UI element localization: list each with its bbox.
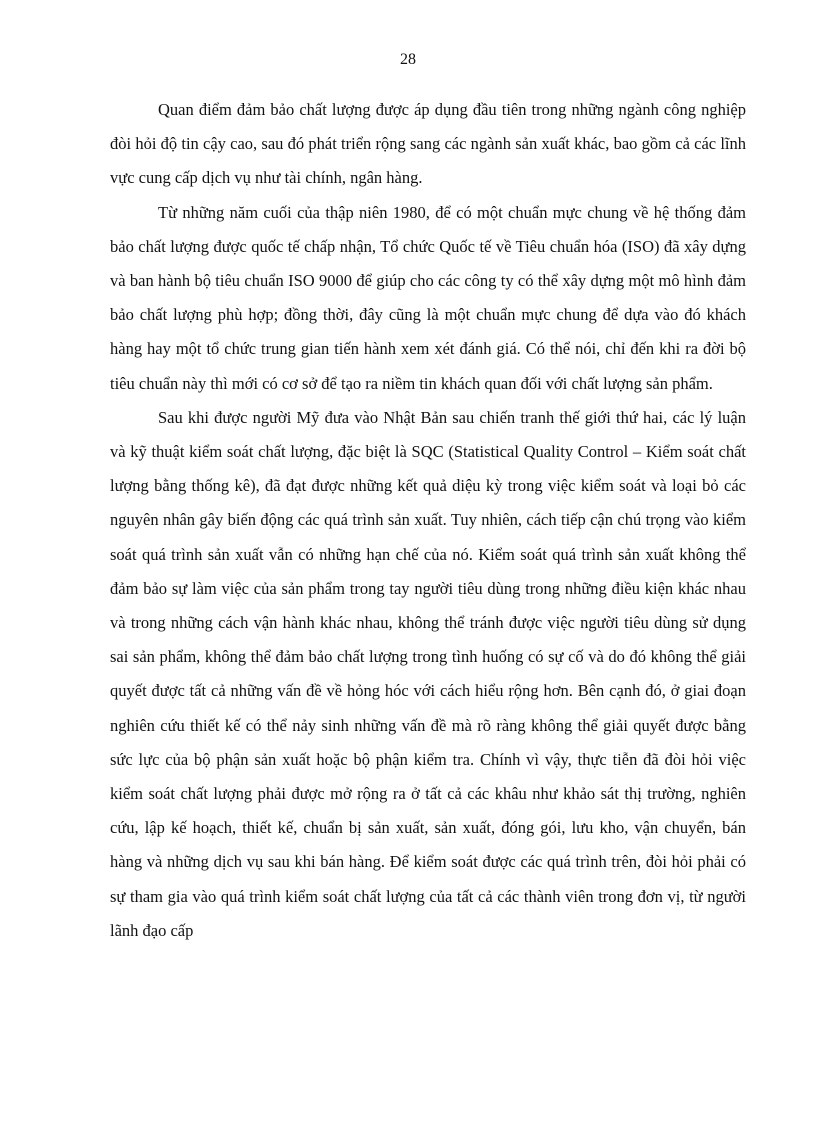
paragraph-sqc-japan: Sau khi được người Mỹ đưa vào Nhật Bản sau chiến tranh thế giới thứ hai, các lý luận và kỹ thuật kiểm soát chất lượng, đặc biệt là SQC (Statistical Quality Control – Kiểm soát chất lượng bằng thống kê), đã đạt được những kết quả diệu kỳ trong việc kiểm soát và loại bỏ các nguyên nhân gây biến động các quá trình sản xuất. Tuy nhiên, cách tiếp cận chú trọng vào kiểm soát quá trình sản xuất vẫn có những hạn chế của nó. Kiểm soát quá trình sản xuất không thể đảm bảo sự làm việc của sản phẩm trong tay người tiêu dùng trong những điều kiện khác nhau và trong những cách vận hành khác nhau, không thể tránh được việc người tiêu dùng sử dụng sai sản phẩm, không thể đảm bảo chất lượng trong tình huống có sự cố và do đó không thể giải quyết được tất cả những vấn đề về hỏng hóc với cách hiểu rộng hơn. Bên cạnh đó, ở giai đoạn nghiên cứu thiết kế có thể nảy sinh những vấn đề mà rõ ràng không thể giải quyết được bằng sức lực của bộ phận sản xuất hoặc bộ phận kiểm tra. Chính vì vậy, thực tiễn đã đòi hỏi việc kiểm soát chất lượng phải được mở rộng ra ở tất cả các khâu như khảo sát thị trường, nghiên cứu, lập kế hoạch, thiết kế, chuẩn bị sản xuất, sản xuất, đóng gói, lưu kho, vận chuyển, bán hàng và những dịch vụ sau khi bán hàng. Để kiểm soát được các quá trình trên, đòi hỏi phải có sự tham gia vào quá trình kiểm soát chất lượng của tất cả các thành viên trong đơn vị, từ người lãnh đạo cấp — [110, 407, 746, 940]
page-number: 28 — [400, 51, 416, 68]
paragraph-quality-assurance: Quan điểm đảm bảo chất lượng được áp dụng đầu tiên trong những ngành công nghiệp đòi hỏi độ tin cậy cao, sau đó phát triển rộng sang các ngành sản xuất khác, bao gồm cả các lĩnh vực cung cấp dịch vụ như tài chính, ngân hàng. — [110, 100, 746, 188]
body-text — [110, 93, 746, 948]
paragraph-iso-9000: Từ những năm cuối của thập niên 1980, để có một chuẩn mực chung về hệ thống đảm bảo chất lượng được quốc tế chấp nhận, Tổ chức Quốc tế về Tiêu chuẩn hóa (ISO) đã xây dựng và ban hành bộ tiêu chuẩn ISO 9000 để giúp cho các công ty có thể xây dựng một mô hình đảm bảo chất lượng phù hợp; đồng thời, đây cũng là một chuẩn mực chung để dựa vào đó khách hàng hay một tổ chức trung gian tiến hành xem xét đánh giá. Có thể nói, chỉ đến khi ra đời bộ tiêu chuẩn này thì mới có cơ sở để tạo ra niềm tin khách quan đối với chất lượng sản phẩm. — [110, 202, 746, 393]
